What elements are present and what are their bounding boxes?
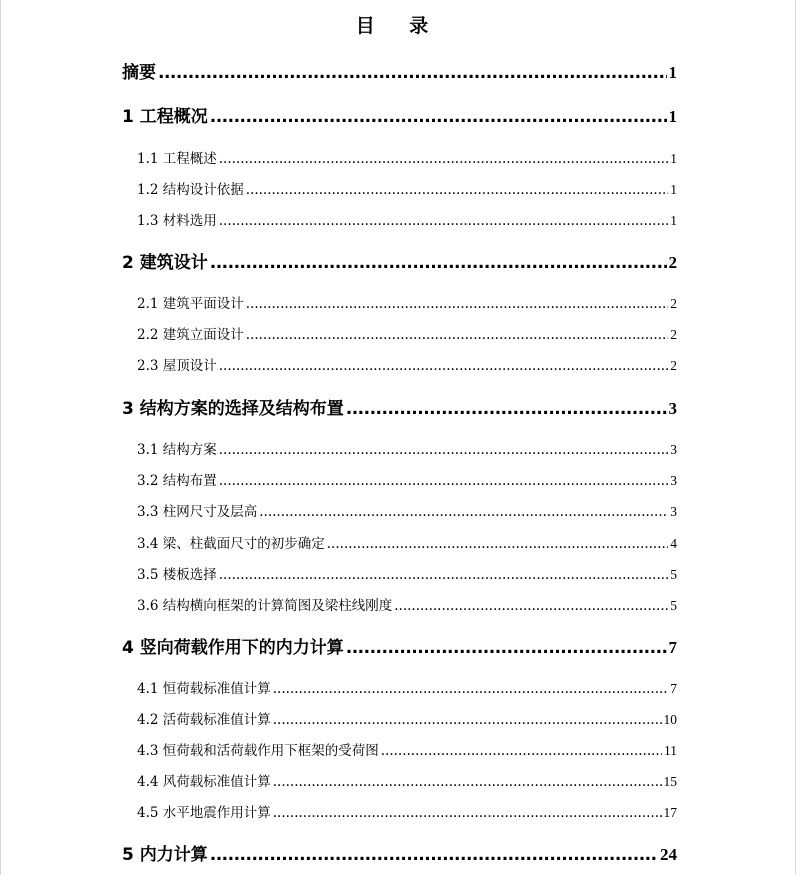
toc-entry[interactable] xyxy=(122,840,677,865)
toc-entry-label: 3 结构方案的选择及结构布置 xyxy=(122,399,344,419)
toc-entry[interactable] xyxy=(137,323,677,343)
toc-entry[interactable] xyxy=(122,58,677,83)
toc-entry[interactable] xyxy=(137,147,677,167)
toc-entry-label: 3.4 梁、柱截面尺寸的初步确定 xyxy=(137,536,325,552)
toc-entry-page: 3 xyxy=(670,504,677,519)
dot-leader xyxy=(219,213,668,229)
toc-entry-page: 3 xyxy=(668,399,677,418)
toc-entry-label: 3.6 结构横向框架的计算简图及梁柱线刚度 xyxy=(137,598,393,614)
toc-entry-label: 4.2 活荷载标准值计算 xyxy=(137,712,271,728)
toc-entry-label: 2.2 建筑立面设计 xyxy=(137,327,244,343)
dot-leader xyxy=(259,504,668,520)
dot-leader xyxy=(210,253,667,273)
toc-entry-label: 3.2 结构布置 xyxy=(137,473,217,489)
toc-entry[interactable] xyxy=(137,532,677,552)
dot-leader xyxy=(346,399,667,419)
toc-entry[interactable] xyxy=(137,469,677,489)
toc-entry-label: 摘要 xyxy=(122,63,156,83)
toc-entry-page: 7 xyxy=(668,638,677,657)
dot-leader xyxy=(219,473,668,489)
dot-leader xyxy=(273,774,662,790)
toc-entry-label: 3.5 楼板选择 xyxy=(137,567,217,583)
dot-leader xyxy=(210,845,658,865)
toc-entry[interactable] xyxy=(137,770,677,790)
toc-entry-label: 4.3 恒荷载和活荷载作用下框架的受荷图 xyxy=(137,743,379,759)
toc-entry-page: 15 xyxy=(663,774,677,789)
toc-entry-label: 1 工程概况 xyxy=(122,107,208,127)
toc-entry-label: 3.3 柱网尺寸及层高 xyxy=(137,504,258,520)
toc-list xyxy=(1,0,796,875)
toc-entry-page: 2 xyxy=(670,358,677,373)
toc-entry[interactable] xyxy=(137,292,677,312)
toc-entry[interactable] xyxy=(137,594,677,614)
dot-leader xyxy=(219,442,668,458)
toc-entry-label: 1.1 工程概述 xyxy=(137,151,217,167)
toc-entry[interactable] xyxy=(137,500,677,520)
toc-entry[interactable] xyxy=(137,354,677,374)
toc-entry[interactable] xyxy=(137,677,677,697)
toc-entry-label: 4.5 水平地震作用计算 xyxy=(137,805,271,821)
toc-entry-label: 3.1 结构方案 xyxy=(137,442,217,458)
toc-entry-page: 3 xyxy=(670,442,677,457)
dot-leader xyxy=(246,296,668,312)
toc-entry[interactable] xyxy=(122,248,677,273)
toc-entry-page: 24 xyxy=(660,845,677,864)
dot-leader xyxy=(219,358,668,374)
toc-entry[interactable] xyxy=(137,209,677,229)
toc-entry-page: 4 xyxy=(670,536,677,551)
toc-entry-page: 1 xyxy=(670,151,677,166)
toc-entry-label: 4 竖向荷载作用下的内力计算 xyxy=(122,638,344,658)
dot-leader xyxy=(381,743,662,759)
toc-entry-page: 1 xyxy=(668,107,677,126)
toc-entry[interactable] xyxy=(137,739,677,759)
dot-leader xyxy=(219,567,668,583)
toc-entry[interactable] xyxy=(137,708,677,728)
toc-entry-page: 5 xyxy=(670,567,677,582)
toc-entry-page: 1 xyxy=(670,182,677,197)
toc-entry-label: 4.4 风荷载标准值计算 xyxy=(137,774,271,790)
toc-entry-page: 2 xyxy=(670,327,677,342)
dot-leader xyxy=(394,598,668,614)
toc-entry[interactable] xyxy=(122,102,677,127)
toc-title: 目 录 xyxy=(355,15,443,37)
dot-leader xyxy=(327,536,668,552)
toc-entry-page: 7 xyxy=(670,681,677,696)
dot-leader xyxy=(158,63,667,83)
toc-entry-label: 5 内力计算 xyxy=(122,845,208,865)
dot-leader xyxy=(346,638,667,658)
toc-entry-page: 1 xyxy=(670,213,677,228)
toc-entry-label: 2.1 建筑平面设计 xyxy=(137,296,244,312)
toc-entry-label: 2.3 屋顶设计 xyxy=(137,358,217,374)
toc-entry-page: 11 xyxy=(664,743,677,758)
dot-leader xyxy=(246,182,668,198)
toc-entry-label: 1.2 结构设计依据 xyxy=(137,182,244,198)
toc-entry-page: 10 xyxy=(663,712,677,727)
dot-leader xyxy=(273,712,662,728)
dot-leader xyxy=(219,151,668,167)
toc-entry-label: 2 建筑设计 xyxy=(122,253,208,273)
toc-entry[interactable] xyxy=(137,438,677,458)
toc-entry[interactable] xyxy=(122,633,677,658)
toc-entry-label: 4.1 恒荷载标准值计算 xyxy=(137,681,271,697)
toc-entry-page: 2 xyxy=(668,253,677,272)
toc-entry-label: 1.3 材料选用 xyxy=(137,213,217,229)
dot-leader xyxy=(210,107,667,127)
toc-entry[interactable] xyxy=(137,563,677,583)
toc-entry-page: 2 xyxy=(670,296,677,311)
toc-entry[interactable] xyxy=(137,178,677,198)
dot-leader xyxy=(273,805,662,821)
dot-leader xyxy=(246,327,668,343)
toc-entry-page: 1 xyxy=(668,63,677,82)
toc-entry-page: 3 xyxy=(670,473,677,488)
toc-entry-page: 17 xyxy=(663,805,677,820)
toc-entry[interactable] xyxy=(137,801,677,821)
toc-entry-page: 5 xyxy=(670,598,677,613)
toc-entry[interactable] xyxy=(122,394,677,419)
dot-leader xyxy=(273,681,668,697)
